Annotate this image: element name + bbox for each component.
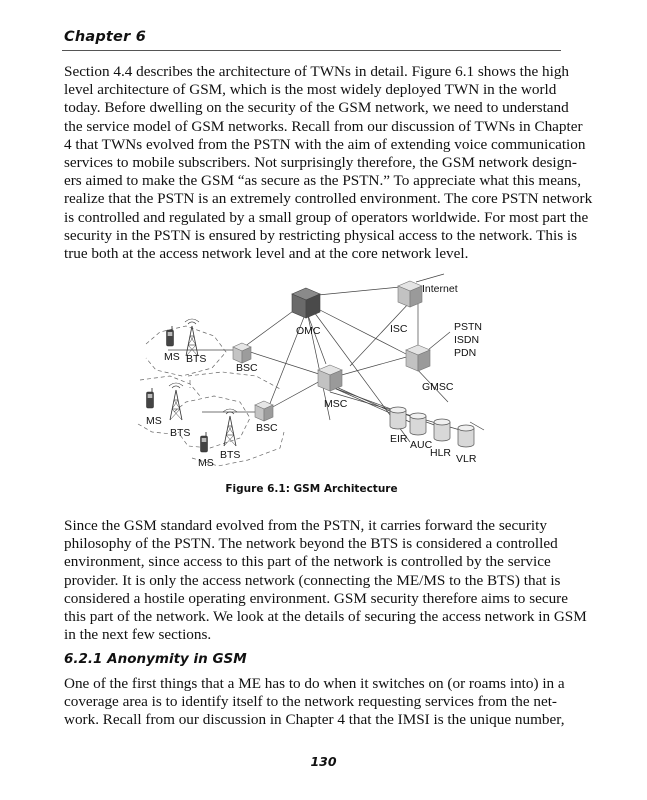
text-line: environment, since access to this part of the network is controlled by the service bbox=[64, 553, 551, 571]
network-links bbox=[168, 274, 484, 442]
text-line: level architecture of GSM, which is the most widely deployed TWN in the world bbox=[64, 81, 557, 99]
svg-text:GMSC: GMSC bbox=[422, 381, 454, 393]
text-line: services to mobile subscribers. Not surprisingly therefore, the GSM network design- bbox=[64, 154, 577, 172]
svg-text:BTS: BTS bbox=[170, 427, 191, 439]
vlr-database bbox=[456, 425, 477, 465]
text-line: security in the PSTN is ensured by restricting physical access to the network. This is bbox=[64, 226, 578, 244]
svg-text:MS: MS bbox=[146, 415, 162, 427]
text-line: the service model of GSM networks. Recall from our discussion of TWNs in Chapter bbox=[64, 117, 583, 135]
internet-label: Internet bbox=[422, 283, 458, 295]
text-line: philosophy of the PSTN. The network beyond the BTS is considered a controlled bbox=[64, 535, 558, 553]
header-rule bbox=[62, 50, 561, 51]
msc-node bbox=[318, 365, 348, 410]
page-number: 130 bbox=[310, 754, 337, 769]
svg-text:HLR: HLR bbox=[430, 447, 452, 459]
section-heading: 6.2.1 Anonymity in GSM bbox=[64, 651, 247, 667]
svg-text:MSC: MSC bbox=[324, 398, 348, 410]
ms-bts-cell-3 bbox=[198, 409, 240, 469]
svg-text:OMC: OMC bbox=[296, 325, 321, 337]
figure-caption: Figure 6.1: GSM Architecture bbox=[225, 483, 398, 495]
paragraph-2 bbox=[64, 517, 587, 644]
auc-database bbox=[410, 413, 433, 451]
text-line: 4 that TWNs evolved from the PSTN with the aim of extending voice communication bbox=[64, 135, 586, 153]
svg-text:ISC: ISC bbox=[390, 323, 408, 335]
omc-node bbox=[292, 288, 321, 337]
svg-text:MS: MS bbox=[198, 457, 214, 469]
gmsc-node bbox=[406, 345, 454, 393]
text-line: coverage area is to identify itself to the network requesting services from the net- bbox=[64, 693, 557, 711]
eir-database bbox=[390, 407, 408, 445]
chapter-header: Chapter 6 bbox=[64, 29, 146, 45]
svg-text:VLR: VLR bbox=[456, 453, 477, 465]
text-line: work. Recall from our discussion in Chapter 4 that the IMSI is the unique number, bbox=[64, 711, 565, 729]
isc-node bbox=[390, 281, 422, 335]
text-line: today. Before dwelling on the security of the GSM network, we need to understand bbox=[64, 99, 569, 117]
text-line: ers aimed to make the GSM “as secure as the PSTN.” To appreciate what this means, bbox=[64, 172, 581, 190]
text-line: true both at the access network level and at the core network level. bbox=[64, 245, 469, 263]
ms-bts-cell-2 bbox=[146, 383, 190, 439]
hlr-database bbox=[430, 419, 451, 459]
text-line: Section 4.4 describes the architecture of TWNs in detail. Figure 6.1 shows the high bbox=[64, 63, 570, 80]
pdn-label: PDN bbox=[454, 347, 477, 359]
text-line: this part of the network. We look at the details of securing the access network in GSM bbox=[64, 608, 587, 626]
svg-text:BTS: BTS bbox=[220, 449, 241, 461]
isdn-label: ISDN bbox=[454, 334, 480, 346]
svg-text:BTS: BTS bbox=[186, 353, 207, 365]
pstn-label: PSTN bbox=[454, 321, 483, 333]
svg-text:MS: MS bbox=[164, 351, 180, 363]
gsm-architecture-figure bbox=[130, 272, 500, 480]
text-line: realize that the PSTN is an extremely controlled environment. The core PSTN network bbox=[64, 190, 593, 208]
text-line: is controlled and regulated by a small group of operators worldwide. For most part the bbox=[64, 208, 589, 226]
svg-text:EIR: EIR bbox=[390, 433, 408, 445]
text-line: One of the first things that a ME has to do when it switches on (or roams into) in a bbox=[64, 675, 565, 692]
text-line: Since the GSM standard evolved from the PSTN, it carries forward the security bbox=[64, 517, 547, 534]
text-line: considered a hostile operating environment. GSM security therefore aims to secure bbox=[64, 589, 568, 607]
text-line: provider. It is only the access network (connecting the ME/MS to the BTS) that is bbox=[64, 571, 561, 589]
paragraph-3 bbox=[64, 675, 567, 730]
svg-text:AUC: AUC bbox=[410, 439, 433, 451]
paragraph-1 bbox=[64, 63, 593, 263]
bsc-node-1 bbox=[233, 343, 258, 374]
svg-text:BSC: BSC bbox=[256, 422, 278, 434]
cell-boundaries bbox=[138, 326, 284, 466]
svg-text:BSC: BSC bbox=[236, 362, 258, 374]
text-line: in the next few sections. bbox=[64, 626, 212, 644]
